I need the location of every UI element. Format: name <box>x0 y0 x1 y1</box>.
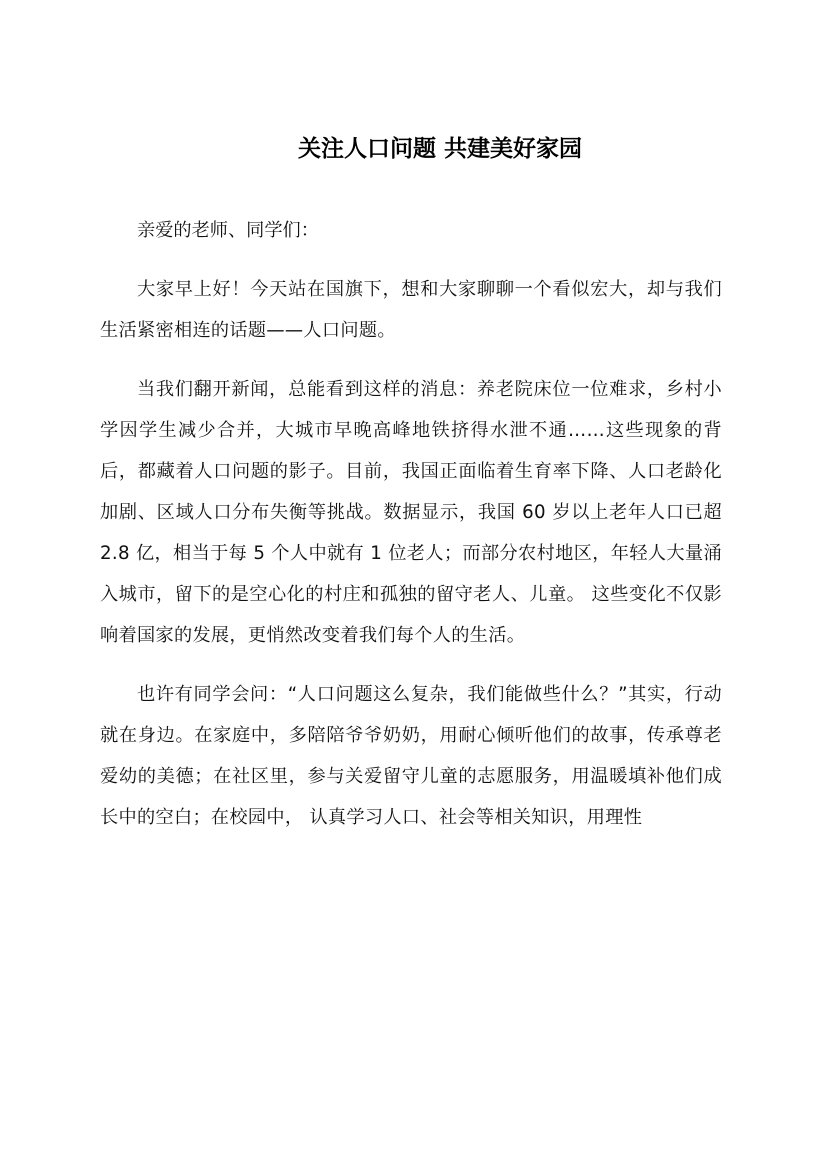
paragraph-2: 当我们翻开新闻，总能看到这样的消息：养老院床位一位难求，乡村小学因学生减少合并，大城市早晚高峰地铁挤得水泄不通……这些现象的背后，都藏着人口问题的影子。目前，我国正面临着生育率下降、人口老龄化加剧、区域人口分布失衡等挑战。数据显示，我国 60 岁以上老年人口已超 2.8 亿，相当于每 5 个人中就有 1 位老人；而部分农村地区，年轻人大量涌入城市，留下的是空心化的村庄和孤独的留守老人、儿童。 这些变化不仅影响着国家的发展，更悄然改变着我们每个人的生活。 <box>100 379 722 646</box>
document-title: 关注人口问题 共建美好家园 <box>297 136 582 162</box>
paragraph-1: 大家早上好！今天站在国旗下，想和大家聊聊一个看似宏大，却与我们生活紧密相连的话题——人口问题。 <box>100 279 722 341</box>
paragraph-3: 也许有同学会问：“人口问题这么复杂，我们能做些什么？”其实，行动就在身边。在家庭中，多陪陪爷爷奶奶，用耐心倾听他们的故事，传承尊老爱幼的美德；在社区里，参与关爱留守儿童的志愿服务，用温暖填补他们成长中的空白；在校园中， 认真学习人口、社会等相关知识，用理性 <box>100 684 722 828</box>
document-body <box>100 210 722 856</box>
salutation: 亲爱的老师、同学们： <box>137 220 319 241</box>
